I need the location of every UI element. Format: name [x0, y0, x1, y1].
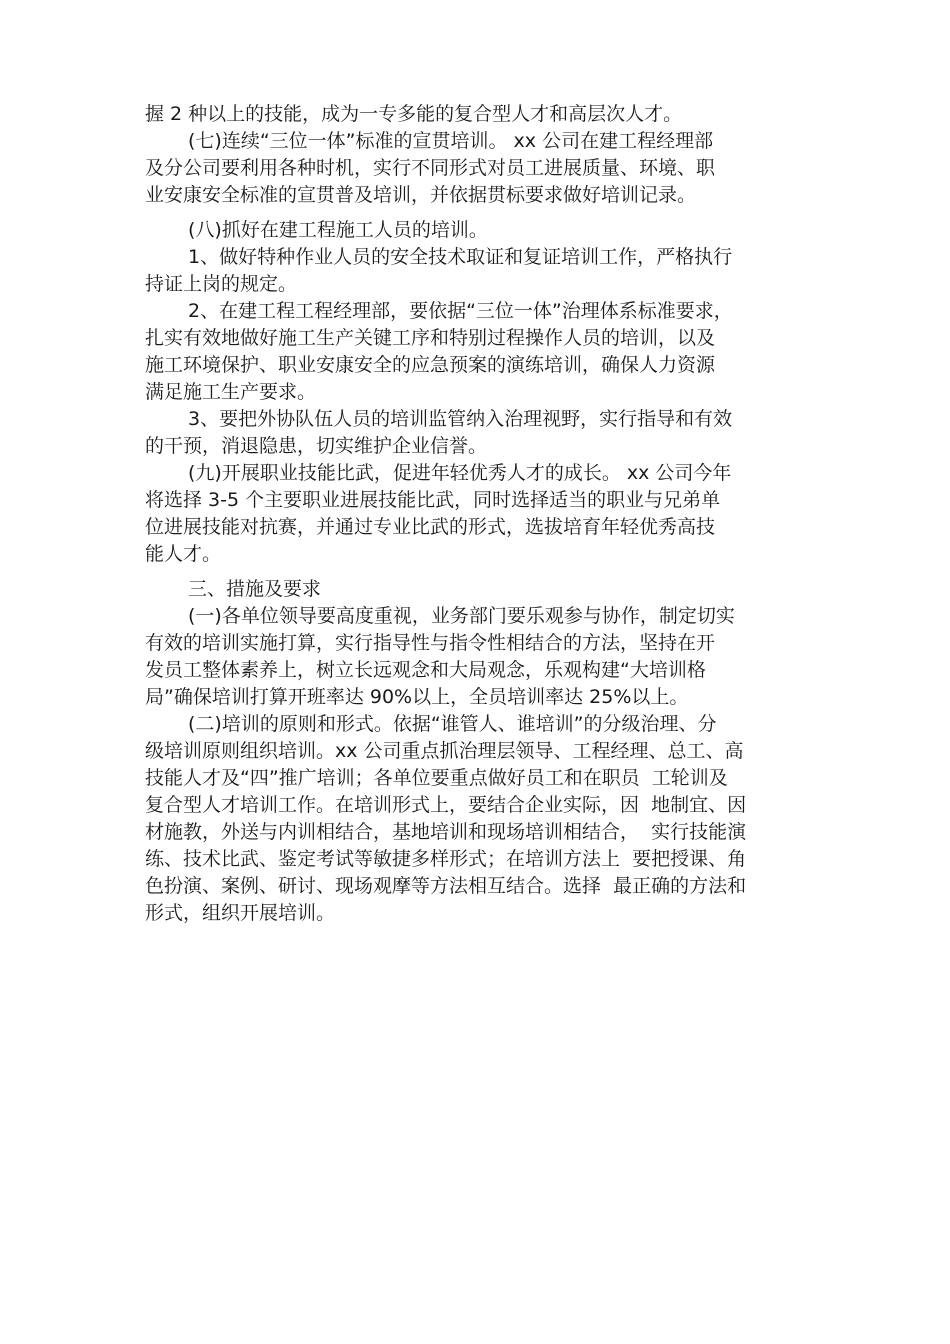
text-line: 局”确保培训打算开班率达 90%以上，全员培训率达 25%以上。 — [145, 686, 689, 708]
text-line: 握 2 种以上的技能，成为一专多能的复合型人才和高层次人才。 — [145, 103, 683, 125]
text-line: (九)开展职业技能比武，促进年轻优秀人才的成长。 xx 公司今年 — [188, 462, 732, 484]
text-line: 扎实有效地做好施工生产关键工序和特别过程操作人员的培训，以及 — [145, 327, 716, 349]
section-heading: (八)抓好在建工程施工人员的培训。 — [188, 219, 488, 241]
text-line: 满足施工生产要求。 — [145, 381, 317, 403]
text-line: (二)培训的原则和形式。依据“谁管人、谁培训”的分级治理、分 — [188, 713, 717, 735]
text-line: 2、在建工程工程经理部，要依据“三位一体”治理体系标准要求， — [188, 300, 733, 322]
text-line: 1、做好特种作业人员的安全技术取证和复证培训工作，严格执行 — [188, 246, 733, 268]
text-line: (一)各单位领导要高度重视，业务部门要乐观参与协作，制定切实 — [188, 605, 735, 627]
text-line: 技能人才及“四”推广培训；各单位要重点做好员工和在职员 工轮训及 — [145, 767, 728, 789]
text-line: 持证上岗的规定。 — [145, 273, 298, 295]
text-line: 能人才。 — [145, 543, 222, 565]
text-line: 复合型人才培训工作。在培训形式上，要结合企业实际，因 地制宜、因 — [145, 794, 747, 816]
text-line: 材施教，外送与内训相结合，基地培训和现场培训相结合， 实行技能演 — [145, 821, 747, 843]
text-line: 练、技术比武、鉴定考试等敏捷多样形式；在培训方法上 要把授课、角 — [145, 848, 747, 870]
text-line: 形式，组织开展培训。 — [145, 902, 336, 924]
text-line: 发员工整体素养上，树立长远观念和大局观念，乐观构建“大培训格 — [145, 659, 706, 681]
text-line: 的干预，消退隐患，切实维护企业信誉。 — [145, 435, 488, 457]
text-line: 级培训原则组织培训。xx 公司重点抓治理层领导、工程经理、总工、高 — [145, 740, 744, 762]
text-line: 及分公司要利用各种时机，实行不同形式对员工进展质量、环境、职 — [145, 157, 716, 179]
text-line: 将选择 3-5 个主要职业进展技能比武，同时选择适当的职业与兄弟单 — [145, 489, 721, 511]
text-line: 施工环境保护、职业安康安全的应急预案的演练培训，确保人力资源 — [145, 354, 716, 376]
text-line: 色扮演、案例、研讨、现场观摩等方法相互结合。选择 最正确的方法和 — [145, 875, 747, 897]
text-line: 3、要把外协队伍人员的培训监管纳入治理视野，实行指导和有效 — [188, 408, 733, 430]
text-line: 业安康安全标准的宣贯普及培训，并依据贯标要求做好培训记录。 — [145, 184, 697, 206]
section-heading: 三、措施及要求 — [188, 578, 322, 600]
document-body — [145, 101, 817, 927]
text-line: 位进展技能对抗赛，并通过专业比武的形式，选拔培育年轻优秀高技 — [145, 516, 716, 538]
text-line: 有效的培训实施打算，实行指导性与指令性相结合的方法，坚持在开 — [145, 632, 716, 654]
text-line: (七)连续“三位一体”标准的宣贯培训。 xx 公司在建工程经理部 — [188, 130, 714, 152]
